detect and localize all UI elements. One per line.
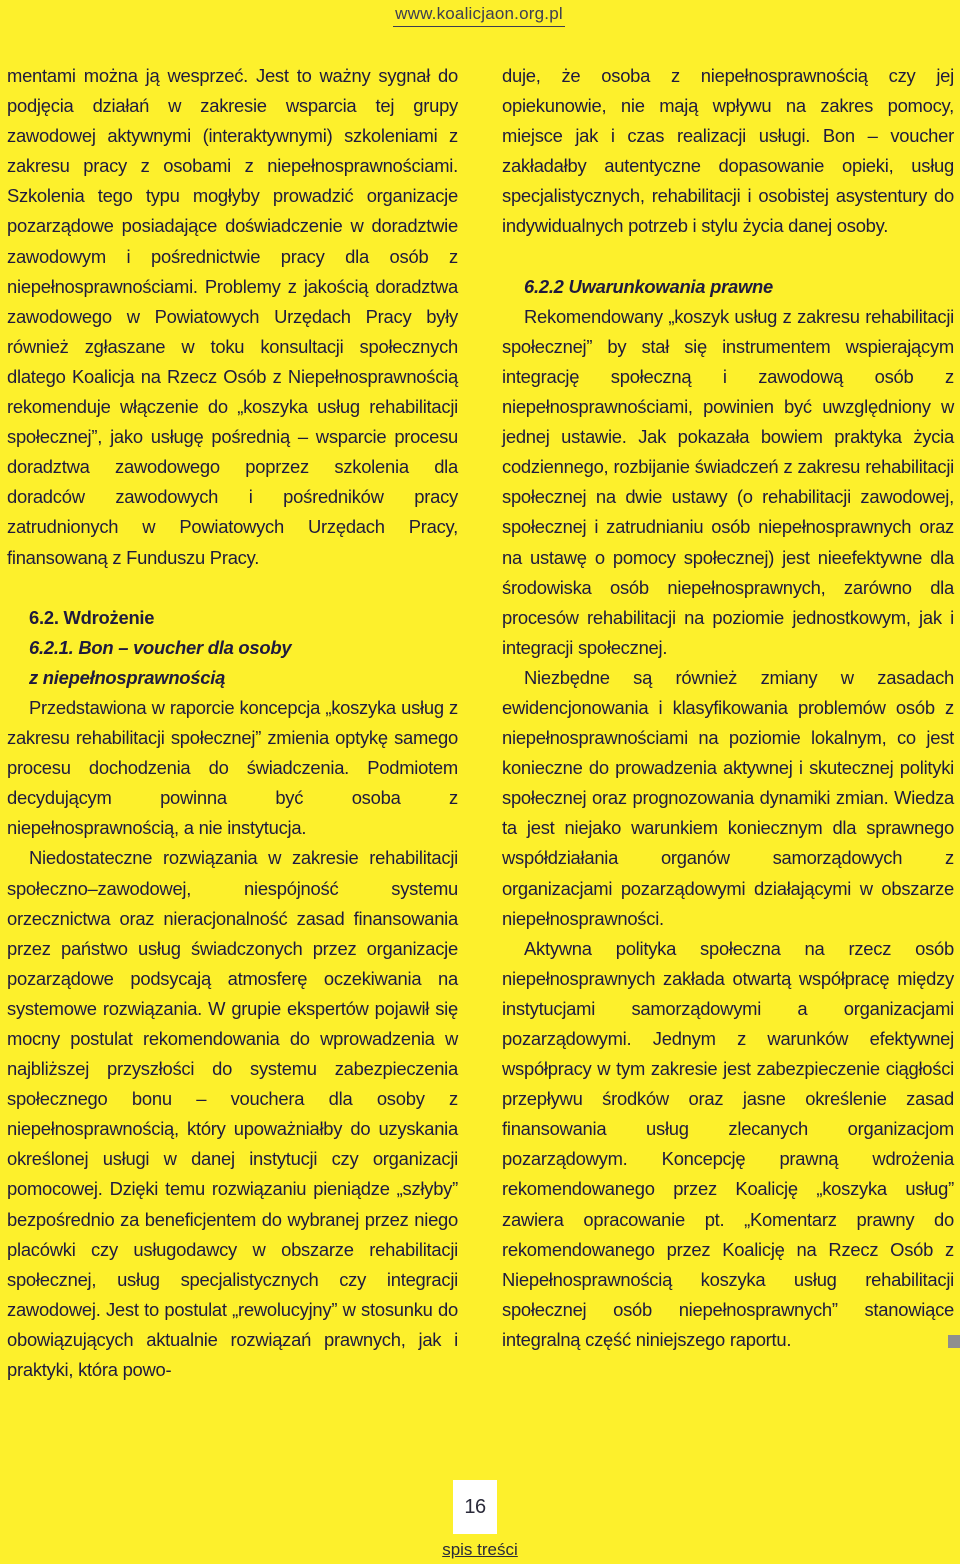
- end-of-article-mark-icon: [948, 1335, 960, 1348]
- paragraph: duje, że osoba z niepełnosprawnością czy jej opiekunowie, nie mają wpływu na zakres pomocy, miejsce jak i czas realizacji usługi. Bon – voucher zakładałby autentyczne dopasowanie opieki, usług specjalistycznych, rehabilitacji i osobistej asystentury do indywidualnych potrzeb i stylu życia danej osoby.: [502, 65, 954, 237]
- left-column: [7, 61, 458, 1385]
- site-url-link[interactable]: www.koalicjaon.org.pl: [393, 4, 565, 27]
- page-number: 16: [453, 1480, 497, 1534]
- subsection-heading: 6.2.2 Uwarunkowania prawne: [524, 275, 774, 297]
- paragraph: Rekomendowany „koszyk usług z zakresu rehabilitacji społecznej” by stał się instrumentem wspierającym integrację społeczną i zawodową osób z niepełnosprawnościami, powinien być uwzględniony w jednej ustawie. Jak pokazała bowiem praktyka życia codziennego, rozbijanie świadczeń z zakresu rehabilitacji społecznej na dwie ustawy (o rehabilitacji zawodowej, społecznej i zatrudnianiu osób niepełnosprawnych oraz na ustawę o pomocy społecznej) jest nieefektywne dla środowiska osób niepełnosprawnych, zarówno dla procesów rehabilitacji na poziomie jednostkowym, jak i integracji społecznej.: [502, 305, 954, 658]
- table-of-contents-link[interactable]: spis treści: [442, 1540, 518, 1559]
- subsection-heading-line-1: 6.2.1. Bon – voucher dla osoby: [29, 636, 292, 658]
- paragraph: Przedstawiona w raporcie koncepcja „koszyka usług z zakresu rehabilitacji społecznej” zmienia optykę samego procesu dochodzenia do świadczenia. Podmiotem decydującym powinna być osoba z niepełnosprawnością, a nie instytucja.: [7, 696, 458, 839]
- subsection-heading-line-2: z niepełnosprawnością: [29, 666, 226, 688]
- section-heading: 6.2. Wdrożenie: [29, 606, 155, 628]
- paragraph: Niedostateczne rozwiązania w zakresie rehabilitacji społeczno–zawodowej, niespójność systemu orzecznictwa oraz nieracjonalność zasad finansowania przez państwo usług świadczonych przez organizacje pozarządowe podsycają atmosferę oczekiwania na systemowe rozwiązania. W grupie ekspertów pojawił się mocny postulat rekomendowania do wprowadzenia w najbliższej przyszłości do systemu zabezpieczenia społecznego bonu – vouchera dla osoby z niepełnosprawnością, który upoważniałby do uzyskania określonej usługi w danej instytucji czy organizacji pomocowej. Dzięki temu rozwiązaniu pieniądze „szłyby” bezpośrednio za beneficjentem do wybranej przez niego placówki czy usługodawcy w obszarze rehabilitacji społecznej, usług specjalistycznych czy integracji zawodowej. Jest to postulat „rewolucyjny” w stosunku do obowiązujących aktualnie rozwiązań prawnych, jak i praktyki, która powo-: [7, 847, 458, 1381]
- right-column: [502, 61, 954, 1355]
- paragraph: Aktywna polityka społeczna na rzecz osób niepełnosprawnych zakłada otwartą współpracę między instytucjami samorządowymi a organizacjami pozarządowymi. Jednym z warunków efektywnej współpracy w tym zakresie jest zabezpieczenie ciągłości przepływu środków oraz jasne określenie zasad finansowania usług zlecanych organizacjom pozarządowym. Koncepcję prawną wdrożenia rekomendowanego przez Koalicję „koszyka usług” zawiera opracowanie pt. „Komentarz prawny do rekomendowanego przez Koalicję na Rzecz Osób z Niepełnosprawnością koszyka usług rehabilitacji społecznej osób niepełnosprawnych” stanowiące integralną część niniejszego raportu.: [502, 937, 954, 1350]
- paragraph: Niezbędne są również zmiany w zasadach ewidencjonowania i klasyfikowania problemów osób z niepełnosprawnościami na poziomie lokalnym, co jest konieczne do prowadzenia aktywnej i skutecznej polityki społecznej oraz prognozowania dynamiki zmian. Wiedza ta jest niejako warunkiem koniecznym dla sprawnego współdziałania organów samorządowych z organizacjami pozarządowymi działającymi w obszarze niepełnosprawności.: [502, 666, 954, 929]
- last-paragraph-wrapper: [502, 934, 954, 1355]
- paragraph: mentami można ją wesprzeć. Jest to ważny sygnał do podjęcia działań w zakresie wsparcia tej grupy zawodowej aktywnymi (interaktywnymi) szkoleniami z zakresu pracy z osobami z niepełnosprawnościami. Szkolenia tego typu mogłyby prowadzić organizacje pozarządowe posiadające doświadczenie w doradztwie zawodowym i pośrednictwie pracy dla osób z niepełnosprawnościami. Problemy z jakością doradztwa zawodowego w Powiatowych Urzędach Pracy były również zgłaszane w toku konsultacji społecznych dlatego Koalicja na Rzecz Osób z Niepełnosprawnością rekomenduje włączenie do „koszyka usług rehabilitacji społecznej”, jako usługę pośrednią – wsparcie procesu doradztwa zawodowego poprzez szkolenia dla doradców zawodowych i pośredników pracy zatrudnionych w Powiatowych Urzędach Pracy, finansowaną z Funduszu Pracy.: [7, 65, 458, 568]
